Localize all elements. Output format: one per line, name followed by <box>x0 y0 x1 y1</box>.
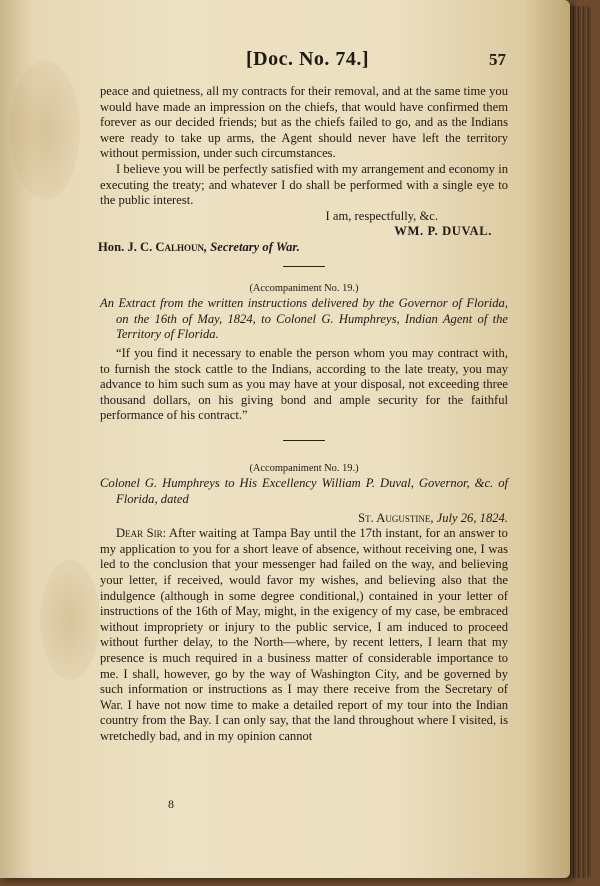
accompaniment-quote: “If you find it necessary to enable the person whom you may contract with, to furnish the stock cattle to the Indians, according to the late treaty, you may advance to him such sum as you may have at your disposal, not exceeding three thousand dollars, on his giving bond and ample security for the faithful performance of his contract.” <box>100 345 508 423</box>
accompaniment-label-1: (Accompaniment No. 19.) <box>249 282 359 294</box>
letter-dateline <box>100 511 508 527</box>
letter-body-text: After waiting at Tampa Bay until the 17th instant, for an answer to my application to you for a short leave of absence, without receiving one, I was led to the conclusion that your messenger had failed on the way, and believing your letter, if received, would favor my wishes, and believing also that the indulgence (although in some degree conditional,) contained in your letter of instructions of the 16th of May, might, in the exigency of my case, be embraced without impropriety or injury to the public service, I am induced to proceed without further delay, to the North—where, by recent letters, I learn that my presence is much required in a business matter of considerable importance to me. I shall, however, go by the way of Washington City, and be governed by such information or instructions as I may there receive from the Secretary of War. I have not now time to make a detailed report of my tour into the Indian country from the Bay. I can only say, that the land throughout where I visited, is wretchedly bad, and in my opinion cannot <box>100 526 508 743</box>
document-number: [Doc. No. 74.] <box>246 48 370 70</box>
section-divider <box>283 440 325 441</box>
dateline-date: , July 26, 1824. <box>430 510 508 525</box>
letter-signature: WM. P. DUVAL. <box>394 224 492 239</box>
accompaniment-heading-1: An Extract from the written instructions delivered by the Governor of Florida, on the 16th of May, 1824, to Colonel G. Humphreys, Indian Agent of the Territory of Florida. <box>100 296 508 342</box>
book-page-edges <box>570 6 592 878</box>
addressee-title: , Secretary of War. <box>204 239 300 254</box>
page-stain <box>40 560 100 680</box>
page-stain <box>10 60 80 200</box>
dateline-place: St. Augustine <box>358 510 431 525</box>
letter-body <box>100 526 508 744</box>
accompaniment-heading-2: Colonel G. Humphreys to His Excellency William P. Duval, Governor, &c. of Florida, dated <box>100 476 508 507</box>
section-divider <box>283 266 325 267</box>
letter-closing: I am, respectfully, &c. <box>325 208 438 223</box>
letter-paragraph-2: I believe you will be perfectly satisfied with my arrangement and economy in executing the treaty; and whatever I do shall be performed with a single eye to the public interest. <box>100 161 508 208</box>
page-body <box>100 84 508 745</box>
accompaniment-label-2: (Accompaniment No. 19.) <box>249 462 359 474</box>
letter-salutation: Dear Sir: <box>116 526 167 541</box>
addressee-prefix: Hon. J. C. <box>98 239 156 254</box>
letter-paragraph-1: peace and quietness, all my contracts for their removal, and at the same time you would have made an impression on the chiefs, that would have confirmed them forever as our decided friends; but as the chiefs failed to go, and as the Indians were ready to take up arms, the Agent should never have left the territory without permission, under such circumstances. <box>100 84 508 161</box>
letter-addressee <box>98 240 508 256</box>
addressee-name: Calhoun <box>155 239 204 254</box>
page-header <box>96 48 506 74</box>
page-number: 57 <box>489 50 506 69</box>
signature-mark: 8 <box>168 797 174 811</box>
